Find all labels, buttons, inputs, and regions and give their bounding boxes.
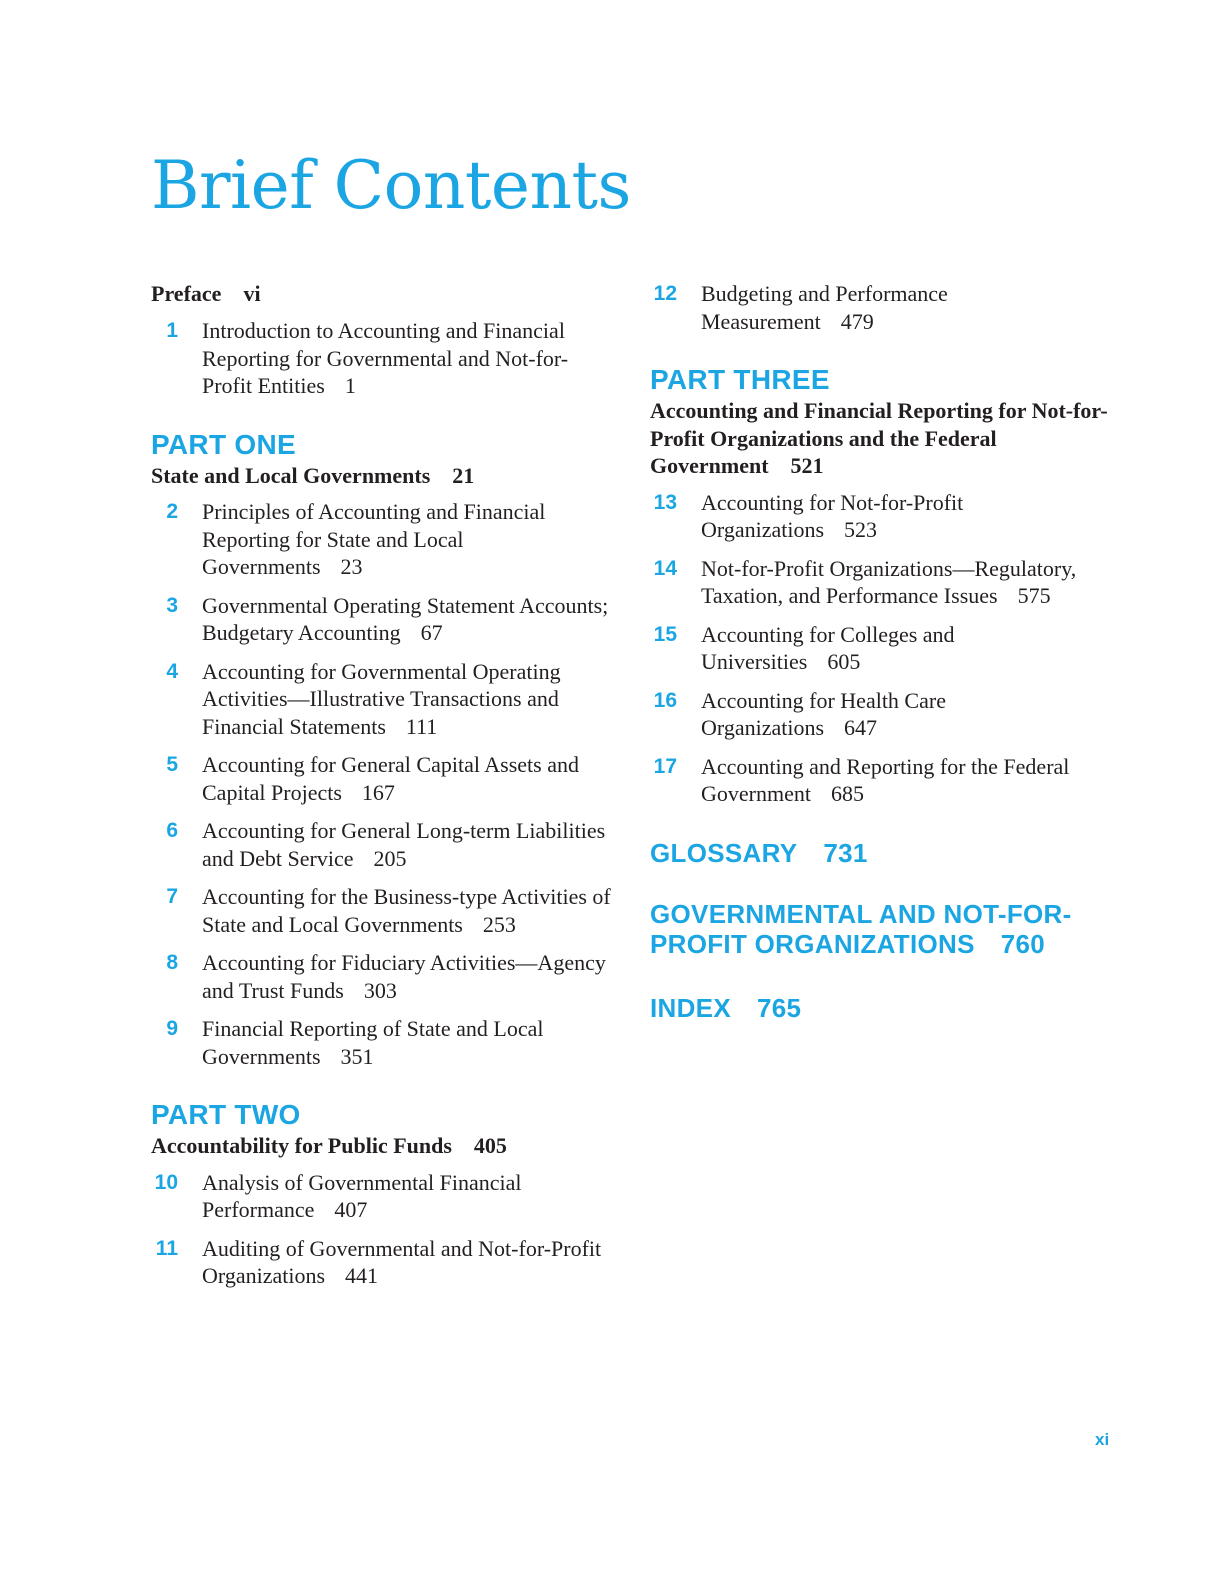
chapter-title: Accounting for Governmental Operating Activities—Illustrative Transactions and Financial Statements <box>202 658 561 739</box>
chapter-page: 1 <box>344 373 356 398</box>
chapter-page: 167 <box>361 779 395 805</box>
chapter-number: 5 <box>166 753 178 776</box>
toc-chapter[interactable] <box>151 883 621 938</box>
chapter-page: 685 <box>830 781 864 806</box>
chapter-page: 441 <box>345 1263 379 1288</box>
chapter-number: 4 <box>166 659 178 683</box>
part-page: 405 <box>473 1133 507 1158</box>
chapter-page: 303 <box>363 977 397 1003</box>
chapter-page: 647 <box>844 715 878 740</box>
part-page: 21 <box>452 462 475 488</box>
chapter-number: 12 <box>653 282 677 305</box>
chapter-title: Financial Reporting of State and Local Governments <box>202 1016 544 1069</box>
part-two-title[interactable] <box>151 1132 621 1160</box>
chapter-number: 16 <box>653 688 677 712</box>
toc-column-left <box>151 280 621 1301</box>
part-title: Accountability for Public Funds <box>151 1133 452 1158</box>
glossary-page: 731 <box>823 837 868 868</box>
toc-chapter[interactable] <box>650 687 1120 742</box>
chapter-title: Analysis of Governmental Financial Performance <box>202 1169 522 1222</box>
toc-column-right <box>650 280 1120 1023</box>
part-three-title[interactable] <box>650 397 1120 480</box>
gov-orgs-page: 760 <box>1000 928 1046 959</box>
chapter-title: Principles of Accounting and Financial Reporting for State and Local Governments <box>202 499 546 579</box>
chapter-page: 205 <box>373 845 407 871</box>
preface-label: Preface <box>151 281 222 306</box>
chapter-title: Accounting for Colleges and Universities <box>701 621 955 674</box>
toc-chapter[interactable] <box>650 753 1120 808</box>
toc-chapter[interactable] <box>151 949 621 1004</box>
toc-chapter[interactable] <box>151 1015 621 1070</box>
chapter-page: 351 <box>340 1043 374 1069</box>
chapter-page: 523 <box>844 517 878 542</box>
chapter-title: Accounting for Fiduciary Activities—Agency and Trust Funds <box>202 950 606 1003</box>
glossary-label: GLOSSARY <box>650 837 798 868</box>
chapter-title: Accounting for Not-for-Profit Organizations <box>701 489 964 542</box>
page-title: Brief Contents <box>151 147 631 224</box>
chapter-title: Accounting and Reporting for the Federal Government <box>701 753 1070 806</box>
chapter-page: 605 <box>827 649 861 674</box>
chapter-page: 575 <box>1017 583 1051 608</box>
chapter-title: Introduction to Accounting and Financial Reporting for Governmental and Not-for-Profit Entities <box>202 318 569 398</box>
toc-chapter[interactable] <box>151 317 621 400</box>
chapter-number: 10 <box>154 1170 178 1194</box>
part-one-label: PART ONE <box>151 428 296 460</box>
toc-preface[interactable] <box>151 280 621 307</box>
toc-chapter[interactable] <box>151 1169 621 1224</box>
chapter-number: 15 <box>653 622 677 646</box>
chapter-page: 67 <box>420 620 443 645</box>
chapter-number: 1 <box>166 319 178 342</box>
toc-chapter[interactable] <box>650 489 1120 544</box>
chapter-title: Auditing of Governmental and Not-for-Profit Organizations <box>202 1235 602 1288</box>
chapter-number: 3 <box>166 593 178 617</box>
gov-orgs-label: GOVERNMENTAL AND NOT-FOR-PROFIT ORGANIZATIONS <box>650 898 1072 959</box>
chapter-title: Accounting for General Capital Assets and Capital Projects <box>202 752 579 805</box>
toc-chapter[interactable] <box>151 751 621 806</box>
part-two-label: PART TWO <box>151 1099 301 1130</box>
index-label: INDEX <box>650 992 731 1023</box>
chapter-number: 11 <box>155 1236 178 1260</box>
chapter-title: Accounting for Health Care Organizations <box>701 687 946 740</box>
chapter-page: 23 <box>340 554 363 579</box>
preface-page: vi <box>243 281 261 306</box>
chapter-number: 17 <box>653 754 677 778</box>
chapter-page: 479 <box>840 308 874 334</box>
part-one-title[interactable] <box>151 462 621 490</box>
chapter-title: Governmental Operating Statement Accounts; Budgetary Accounting <box>202 592 609 645</box>
chapter-page: 253 <box>482 911 516 937</box>
chapter-title: Not-for-Profit Organizations—Regulatory, Taxation, and Performance Issues <box>701 555 1077 608</box>
toc-governmental-organizations[interactable] <box>650 899 1090 959</box>
toc-chapter[interactable] <box>151 658 621 741</box>
chapter-title: Accounting for General Long-term Liabilities and Debt Service <box>202 818 606 871</box>
part-title: Accounting and Financial Reporting for Not-for-Profit Organizations and the Federal Government <box>650 398 1108 478</box>
chapter-number: 14 <box>653 556 677 580</box>
toc-index[interactable] <box>650 993 1120 1023</box>
chapter-number: 13 <box>653 490 677 514</box>
toc-chapter[interactable] <box>151 1235 621 1290</box>
part-three-label: PART THREE <box>650 364 830 395</box>
part-page: 521 <box>790 453 824 478</box>
chapter-number: 8 <box>166 951 178 974</box>
chapter-number: 2 <box>166 500 178 523</box>
part-title: State and Local Governments <box>151 462 431 488</box>
toc-chapter[interactable] <box>650 621 1120 676</box>
chapter-number: 7 <box>166 885 178 908</box>
toc-chapter[interactable] <box>650 280 1120 335</box>
toc-chapter[interactable] <box>151 592 621 647</box>
toc-glossary[interactable] <box>650 838 1120 868</box>
chapter-page: 407 <box>334 1197 368 1222</box>
chapter-title: Budgeting and Performance Measurement <box>701 281 948 334</box>
toc-chapter[interactable] <box>151 498 621 581</box>
chapter-title: Accounting for the Business-type Activities of State and Local Governments <box>202 884 611 937</box>
page-number: xi <box>1095 1430 1110 1449</box>
chapter-number: 9 <box>166 1017 178 1040</box>
index-page: 765 <box>756 992 802 1023</box>
chapter-number: 6 <box>166 819 178 842</box>
chapter-page: 111 <box>405 713 438 739</box>
toc-chapter[interactable] <box>650 555 1120 610</box>
toc-chapter[interactable] <box>151 817 621 872</box>
